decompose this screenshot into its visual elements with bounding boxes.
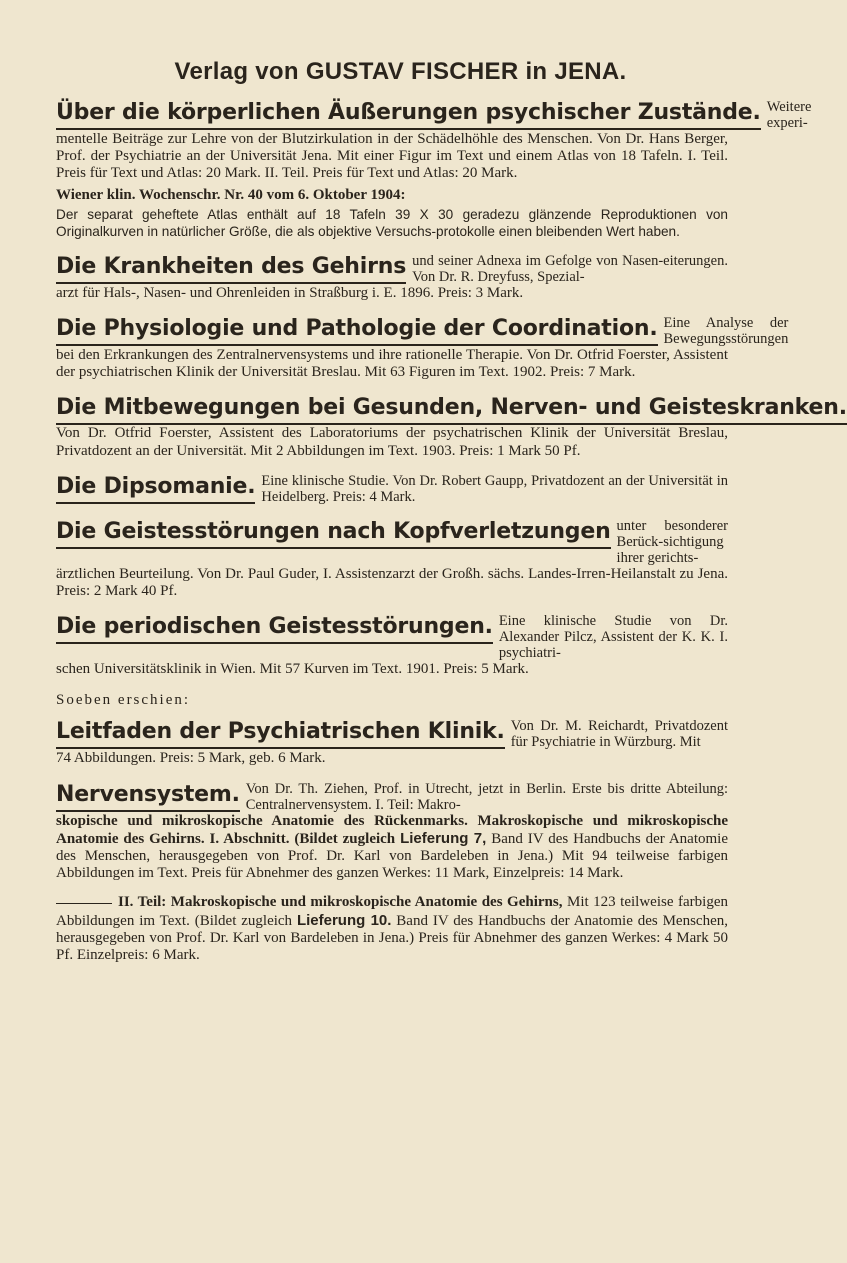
- lieferung-number: Lieferung 7,: [400, 829, 487, 847]
- review-source: Wiener klin. Wochenschr. Nr. 40 vom 6. Oktober 1904:: [56, 186, 406, 203]
- book-title: Leitfaden der Psychiatrischen Klinik.: [56, 717, 505, 749]
- book-subtitle: Von Dr. Th. Ziehen, Prof. in Utrecht, jetzt in Berlin. Erste bis dritte Abteilung: Centralnervensystem. I. Teil: Makro-: [245, 780, 728, 813]
- book-entry: [56, 393, 847, 459]
- book-title: Die Dipsomanie.: [56, 472, 255, 504]
- book-entry: [56, 472, 728, 505]
- book-entry: [56, 612, 728, 678]
- book-title: Die Mitbewegungen bei Gesunden, Nerven- und Geisteskranken.: [56, 393, 847, 425]
- book-part-title: II. Teil: Makroskopische und mikroskopische Anatomie des Gehirns,: [118, 894, 563, 911]
- lieferung-number: Lieferung 10.: [296, 911, 392, 929]
- book-list: [56, 98, 847, 976]
- book-description: bei den Erkrankungen des Zentralnervensystems und ihre rationelle Therapie. Von Dr. Otfrid Foerster, Assistent der psychiatrischen Klinik der Universität Breslau. Mit 63 Figuren im Text. 1902. Preis: 7 Mark.: [56, 347, 728, 381]
- book-entry: [56, 98, 812, 240]
- book-entry: [56, 314, 789, 381]
- book-subtitle: Eine Analyse der Bewegungsstörungen: [663, 315, 789, 348]
- book-title: Die Krankheiten des Gehirns: [56, 252, 406, 284]
- book-description: schen Universitätsklinik in Wien. Mit 57 Kurven im Text. 1901. Preis: 5 Mark.: [56, 661, 529, 678]
- book-description: 74 Abbildungen. Preis: 5 Mark, geb. 6 Mark.: [56, 750, 326, 767]
- book-title: Über die körperlichen Äußerungen psychischer Zustände.: [56, 98, 761, 130]
- book-description: Von Dr. Otfrid Foerster, Assistent des Laboratoriums der psychatrischen Klinik der Universität Breslau, Privatdozent an der Universität. Mit 2 Abbildungen im Text. 1903. Preis: 1 Mark 50 Pf.: [56, 425, 728, 459]
- book-description: ärztlichen Beurteilung. Von Dr. Paul Guder, I. Assistenzarzt der Großh. sächs. Landes-Irren-Heilanstalt zu Jena. Preis: 2 Mark 40 Pf.: [56, 565, 728, 600]
- book-description: II. Teil: Makroskopische und mikroskopische Anatomie des Gehirns, Mit 123 teilweise farbigen Abbildungen im Text. (Bildet zugleich Lieferung 10. Band IV des Handbuchs der Anatomie des Menschen, herausgegeben von Prof. Dr. Karl von Bardeleben in Jena.) Preis für Abnehmer des ganzen Werkes: 4 Mark 50 Pf. Einzelpreis: 6 Mark.: [56, 894, 728, 964]
- book-description: arzt für Hals-, Nasen- und Ohrenleiden in Straßburg i. E. 1896. Preis: 3 Mark.: [56, 284, 524, 301]
- book-title: Die Geistesstörungen nach Kopfverletzungen: [56, 517, 611, 549]
- book-entry: [56, 717, 728, 767]
- book-description: mentelle Beiträge zur Lehre von der Blutzirkulation in der Schädelhöhle des Menschen. Von Dr. Hans Berger, Prof. der Psychiatrie an der Universität Jena. Mit einer Figur im Text und einem Atlas von 18 Tafeln. I. Teil. Preis für Text und Atlas: 20 Mark. II. Teil. Preis für Text und Atlas: 20 Mark.: [56, 131, 728, 182]
- review-quote: Der separat geheftete Atlas enthält auf 18 Tafeln 39 X 30 geradezu glänzende Reproduktionen von Originalkurven in natürlicher Größe, die als objektive Versuchs-protokolle einen bleibenden Wert haben.: [56, 206, 728, 239]
- book-subtitle: Eine klinische Studie. Von Dr. Robert Gaupp, Privatdozent an der Universität in Heidelberg. Preis: 4 Mark.: [261, 472, 728, 505]
- book-entry: [56, 252, 728, 302]
- book-subtitle: Eine klinische Studie von Dr. Alexander Pilcz, Assistent der K. K. I. psychiatri-: [498, 613, 728, 662]
- book-title: Nervensystem.: [56, 780, 240, 812]
- publisher-header: Verlag von GUSTAV FISCHER in JENA.: [174, 58, 627, 85]
- book-title: Die periodischen Geistesstörungen.: [56, 612, 493, 644]
- book-subtitle: unter besonderer Berück-sichtigung ihrer gerichts-: [616, 517, 728, 566]
- book-entry: [56, 517, 728, 600]
- book-description: skopische und mikroskopische Anatomie des Rückenmarks. Makroskopische und mikroskopische Anatomie des Gehirns. I. Abschnitt. (Bildet zugleich Lieferung 7, Band IV des Handbuchs der Anatomie des Menschen, herausgegeben von Prof. Dr. Karl von Bardeleben in Jena.) Mit 94 teilweise farbigen Abbildungen im Text. Preis für Abnehmer des ganzen Werkes: 11 Mark, Einzelpreis: 14 Mark.: [56, 812, 728, 882]
- book-entry: [56, 780, 728, 883]
- book-entry: [56, 894, 728, 964]
- ditto-rule: [56, 903, 112, 904]
- book-title: Die Physiologie und Pathologie der Coordination.: [56, 314, 658, 346]
- new-release-label: Soeben erschien:: [56, 692, 191, 709]
- book-subtitle: und seiner Adnexa im Gefolge von Nasen-eiterungen. Von Dr. R. Dreyfuss, Spezial-: [412, 252, 728, 285]
- book-subtitle: Weitere experi-: [766, 99, 812, 131]
- book-subtitle: Von Dr. M. Reichardt, Privatdozent für Psychiatrie in Würzburg. Mit: [510, 718, 728, 751]
